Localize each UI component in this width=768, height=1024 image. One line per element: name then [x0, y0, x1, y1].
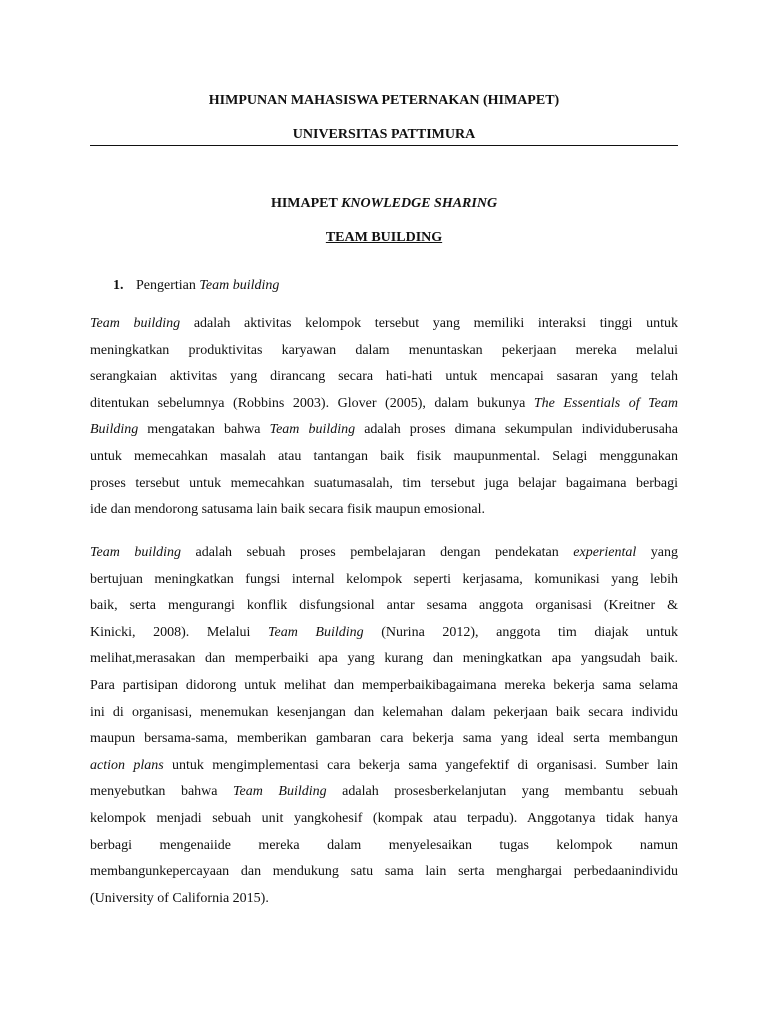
text-run: ditentukan sebelumnya (Robbins 2003). Glover (2005), dalam bukunya: [90, 395, 534, 411]
italic-text: Team building: [269, 422, 356, 438]
text-run: proses tersebut untuk memecahkan suatumasalah, tim tersebut juga belajar bagaimana berbagi: [90, 475, 678, 491]
text-run: adalah sebuah proses pembelajaran dengan pendekatan: [181, 545, 574, 560]
text-run: adalah prosesberkelanjutan yang membantu sebuah: [326, 784, 679, 800]
paragraph-2: [90, 540, 678, 912]
text-line: [90, 806, 678, 833]
text-line: [90, 497, 678, 524]
text-line: [90, 620, 678, 647]
text-run: (Nurina 2012), anggota tim diajak untuk: [363, 624, 679, 640]
text-run: meningkatkan produktivitas karyawan dalam menuntaskan pekerjaan mereka melalui: [90, 342, 678, 358]
text-run: ide dan mendorong satusama lain baik secara fisik maupun emosional.: [90, 502, 486, 518]
italic-text: Team building: [90, 316, 181, 331]
text-line: [90, 833, 678, 860]
text-line: [90, 700, 678, 727]
text-line: [90, 338, 678, 365]
italic-text: Team building: [90, 545, 181, 560]
italic-text: Team Building: [233, 784, 327, 800]
italic-text: Building: [90, 422, 139, 438]
italic-text: action plans: [90, 757, 164, 773]
text-run: ini di organisasi, menemukan kesenjangan dan kelemahan dalam pekerjaan baik secara individu: [90, 704, 678, 720]
header-divider: [90, 145, 678, 146]
section-label: Pengertian: [136, 278, 200, 293]
text-run: berbagi mengenaiide mereka dalam menyelesaikan tugas kelompok namun: [90, 837, 678, 853]
text-run: adalah proses dimana sekumpulan individuberusaha: [355, 422, 678, 438]
text-line: [90, 540, 678, 567]
text-line: [90, 593, 678, 620]
text-run: maupun bersama-sama, memberikan gambaran cara bekerja sama yang ideal serta membangun: [90, 731, 678, 747]
italic-text: Team Building: [268, 624, 364, 640]
paragraph-1: [90, 311, 678, 524]
text-line: [90, 364, 678, 391]
text-line: [90, 673, 678, 700]
text-run: yang: [636, 545, 678, 560]
section-heading: [113, 278, 279, 294]
text-run: menyebutkan bahwa: [90, 784, 234, 800]
text-run: untuk mengimplementasi cara bekerja sama yangefektif di organisasi. Sumber lain: [163, 757, 678, 773]
italic-text: experiental: [573, 545, 637, 560]
text-run: Kinicki, 2008). Melalui: [90, 624, 268, 640]
text-line: [90, 391, 678, 418]
university-title: UNIVERSITAS PATTIMURA: [292, 127, 476, 142]
section-number: 1.: [113, 278, 124, 293]
document-title-italic: KNOWLEDGE SHARING: [341, 196, 498, 211]
text-run: (University of California 2015).: [90, 890, 269, 906]
text-run: bertujuan meningkatkan fungsi internal kelompok seperti kerjasama, komunikasi yang lebih: [90, 571, 678, 587]
text-line: [90, 567, 678, 594]
document-title-prefix: HIMAPET: [270, 196, 342, 211]
text-run: Para partisipan didorong untuk melihat dan memperbaikibagaimana mereka bekerja sama selama: [90, 677, 678, 693]
text-run: adalah aktivitas kelompok tersebut yang memiliki interaksi tinggi untuk: [180, 316, 678, 331]
text-run: membangunkepercayaan dan mendukung satu sama lain serta menghargai perbedaanindividu: [90, 864, 678, 880]
section-label-italic: Team building: [199, 278, 280, 293]
text-line: [90, 886, 678, 913]
document-subtitle: TEAM BUILDING: [325, 230, 443, 245]
italic-text: The Essentials of Team: [533, 395, 678, 411]
text-run: kelompok menjadi sebuah unit yangkohesif (kompak atau terpadu). Anggotanya tidak hanya: [90, 810, 678, 826]
text-line: [90, 859, 678, 886]
text-run: mengatakan bahwa: [138, 422, 270, 438]
text-run: untuk memecahkan masalah atau tantangan baik fisik maupunmental. Selagi menggunakan: [90, 448, 678, 464]
text-line: [90, 646, 678, 673]
text-line: [90, 311, 678, 338]
text-line: [90, 444, 678, 471]
text-line: [90, 726, 678, 753]
text-line: [90, 779, 678, 806]
text-line: [90, 471, 678, 498]
text-run: baik, serta mengurangi konflik disfungsional antar sesama anggota organisasi (Kreitner &: [90, 598, 678, 614]
document-title: [90, 196, 678, 212]
text-line: [90, 753, 678, 780]
text-line: [90, 417, 678, 444]
organization-title: HIMPUNAN MAHASISWA PETERNAKAN (HIMAPET): [208, 93, 560, 108]
text-run: melihat,merasakan dan memperbaiki apa yang kurang dan meningkatkan apa yangsudah baik.: [90, 651, 678, 667]
text-run: serangkaian aktivitas yang dirancang secara hati-hati untuk mencapai sasaran yang telah: [90, 369, 678, 385]
